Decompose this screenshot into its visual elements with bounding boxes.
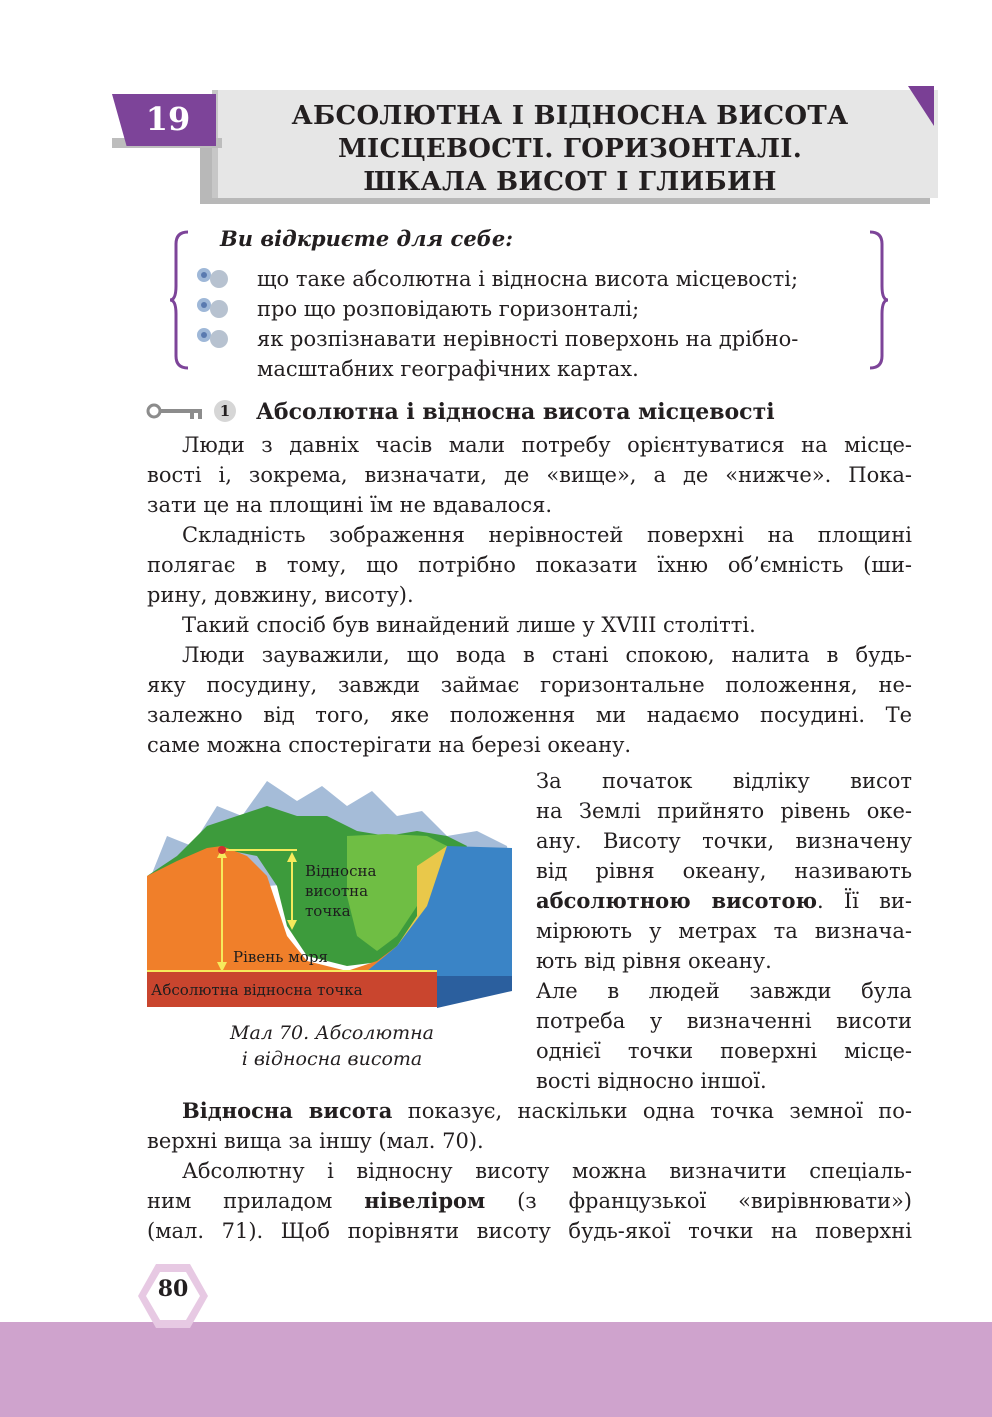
text-line: полягає в тому, що потрібно показати їхню об’ємність (ши-	[147, 553, 912, 577]
figure-caption	[212, 1020, 452, 1072]
figure-label-sea-level: Рівень моря	[233, 948, 328, 966]
text-line: Абсолютну і відносну висоту можна визначити спеціаль-	[182, 1159, 912, 1183]
chapter-title-line: МІСЦЕВОСТІ. ГОРИЗОНТАЛІ.	[337, 134, 803, 164]
text-line: верхні вища за іншу (мал. 70).	[147, 1129, 484, 1153]
text-fragment: показує, наскільки одна точка земної по-	[392, 1099, 912, 1123]
text-fragment: (з французької «вирівнювати»)	[485, 1189, 912, 1213]
discover-item-text: як розпізнавати нерівності поверхонь на дрібно-	[257, 327, 799, 351]
bold-term: Відносна висота	[182, 1098, 393, 1123]
paragraph	[147, 1096, 912, 1246]
section-number: 1	[214, 400, 236, 422]
footer-band	[0, 1322, 992, 1417]
text-line: яку посудину, завжди займає горизонтальне положення, не-	[147, 673, 912, 697]
figure-label-relative: висотна	[305, 882, 369, 900]
text-line: потреба у визначенні висоти	[536, 1009, 912, 1033]
bold-term: нівеліром	[364, 1188, 486, 1213]
section-title: Абсолютна і відносна висота місцевості	[256, 399, 775, 425]
figure-label-relative: Відносна	[305, 862, 377, 880]
text-line: від рівня океану, називають	[536, 859, 912, 883]
discover-item-text: що таке абсолютна і відносна висота місцевості;	[257, 267, 799, 291]
text-line: Такий спосіб був винайдений лише у XVIII столітті.	[182, 613, 756, 637]
key-icon	[146, 401, 206, 421]
header-corner-triangle	[908, 86, 934, 126]
chapter-title	[240, 100, 900, 199]
discover-item-continuation: масштабних географічних картах.	[257, 357, 639, 381]
bullet-icon	[195, 326, 233, 350]
text-line: ють від рівня океану.	[536, 949, 772, 973]
bullet-icon	[195, 296, 233, 320]
text-line: вості і, зокрема, визначати, де «вище», а де «нижче». Пока-	[147, 463, 912, 487]
list-item	[195, 294, 885, 324]
page-number: 80	[157, 1276, 189, 1302]
text-line: ану. Висоту точки, визначену	[536, 829, 912, 853]
text-line: (мал. 71). Щоб порівняти висоту будь-якої точки на поверхні	[147, 1219, 912, 1243]
text-line: вості відносно іншої.	[536, 1069, 767, 1093]
text-line: Але в людей завжди була	[536, 979, 912, 1003]
left-brace	[168, 230, 190, 370]
caption-line: Мал 70. Абсолютна	[230, 1022, 434, 1044]
paragraph	[147, 430, 912, 760]
chapter-number: 19	[145, 100, 191, 138]
figure-label-absolute: Абсолютна відносна точка	[151, 981, 363, 999]
right-column-text	[536, 766, 912, 1096]
text-line: однієї точки поверхні місце-	[536, 1039, 912, 1063]
chapter-title-line: АБСОЛЮТНА І ВІДНОСНА ВИСОТА	[291, 101, 849, 131]
bold-term: абсолютною висотою	[536, 888, 818, 913]
text-line: мірюють у метрах та визнача-	[536, 919, 912, 943]
text-line: Люди зауважили, що вода в стані спокою, налита в будь-	[182, 643, 912, 667]
list-item	[195, 324, 885, 354]
text-line: За початок відліку висот	[536, 769, 912, 793]
figure-relief-diagram	[147, 776, 517, 1011]
text-line: саме можна спостерігати на березі океану.	[147, 733, 632, 757]
figure-label-relative: точка	[305, 902, 351, 920]
text-line: залежно від того, яке положення ми надаємо посудині. Те	[147, 703, 912, 727]
text-line: на Землі прийнято рівень оке-	[536, 799, 912, 823]
caption-line: і відносна висота	[241, 1048, 423, 1070]
discover-list	[195, 264, 885, 354]
list-item	[195, 264, 885, 294]
discover-item-text: про що розповідають горизонталі;	[257, 297, 640, 321]
relief-illustration	[147, 776, 517, 1011]
text-fragment: . Її ви-	[817, 889, 912, 913]
chapter-title-line: ШКАЛА ВИСОТ І ГЛИБИН	[363, 167, 777, 197]
text-line: Люди з давніх часів мали потребу орієнтуватися на місце-	[182, 433, 912, 457]
bullet-icon	[195, 266, 233, 290]
discover-heading: Ви відкриєте для себе:	[220, 226, 513, 251]
text-line: Складність зображення нерівностей поверхні на площині	[182, 523, 912, 547]
text-line: зати це на площині їм не вдавалося.	[147, 493, 553, 517]
text-fragment: ним приладом	[147, 1189, 365, 1213]
text-line: рину, довжину, висоту).	[147, 583, 414, 607]
